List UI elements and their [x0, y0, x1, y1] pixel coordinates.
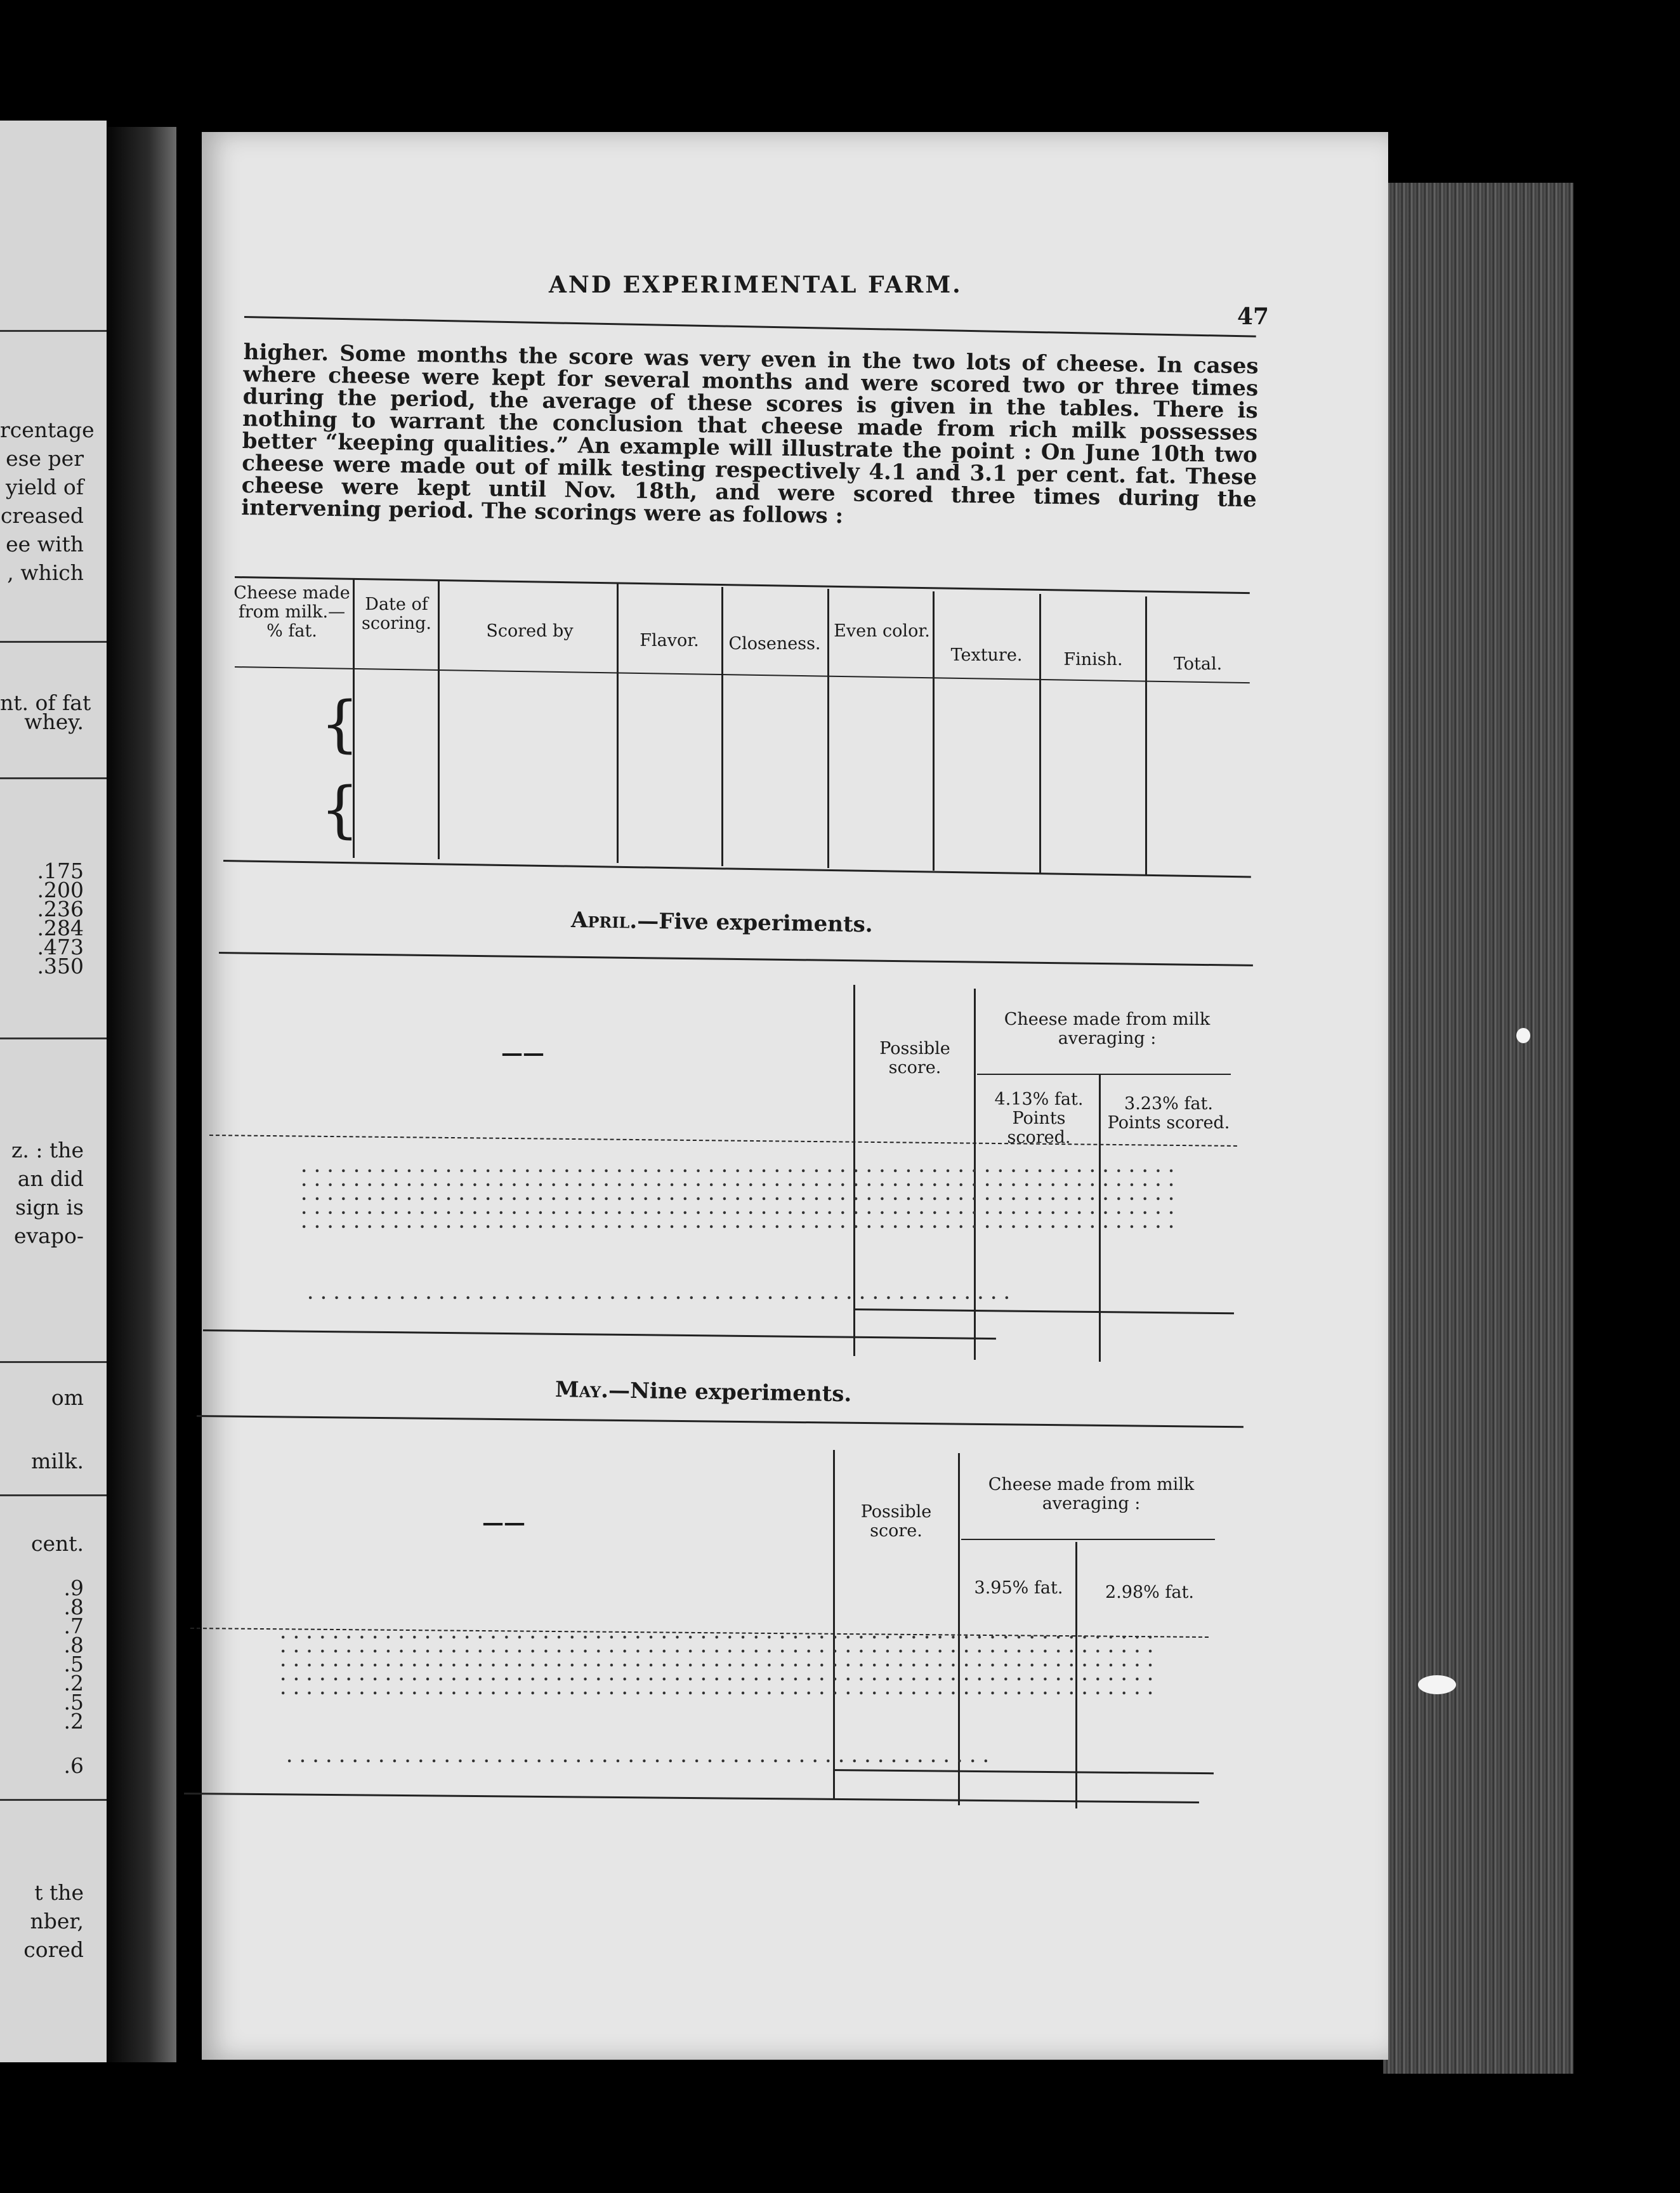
leader-dots: . . . . . . . . . . . . . . . . . . . . . . . . . . . . . . . . . . . . . . . . . . . . . . . . . . . . . . . . . . . . . . . . . . .	[301, 1185, 1176, 1204]
facing-page-line: cent.	[30, 1531, 84, 1556]
april-group-rule	[977, 1074, 1231, 1075]
facing-page-line: .350	[37, 954, 84, 978]
table1-vline	[827, 589, 829, 868]
may-title-rest: —Nine experiments.	[608, 1378, 852, 1407]
table1-vline	[1145, 596, 1147, 876]
brace: {	[320, 774, 360, 845]
facing-page-line: .284	[37, 916, 84, 940]
april-possible-header: Possible score.	[879, 1039, 950, 1077]
table1-vline	[617, 584, 619, 863]
facing-page-rule	[0, 1361, 107, 1363]
facing-page-line: .2	[63, 1709, 84, 1734]
may-stub-dash: ——	[482, 1510, 525, 1536]
facing-page-line: .236	[37, 897, 84, 921]
april-group-header: Cheese made from milk averaging :	[1004, 1010, 1211, 1048]
april-stub-dash: ——	[501, 1041, 544, 1066]
facing-page-line: ese per	[6, 446, 84, 471]
facing-page-line: .5	[63, 1652, 84, 1676]
may-col1-header: 3.95% fat.	[974, 1578, 1063, 1598]
facing-page-line: t the	[34, 1880, 84, 1905]
table1-vline	[721, 587, 723, 866]
facing-page-line: whey.	[24, 709, 84, 734]
facing-page-rule	[0, 1799, 107, 1801]
facing-page-line: ee with	[6, 532, 84, 556]
april-title-month: April.	[570, 907, 638, 934]
paper-speck	[1516, 1028, 1530, 1043]
facing-page-rule	[0, 1037, 107, 1039]
facing-page-rule	[0, 1494, 107, 1496]
running-head: AND EXPERIMENTAL FARM.	[549, 272, 962, 298]
may-possible-header: Possible score.	[860, 1502, 932, 1541]
facing-page-line: yield of	[6, 475, 84, 499]
col-header-fat: Cheese made from milk.— % fat.	[233, 583, 350, 641]
facing-page-rule	[0, 641, 107, 643]
leader-dots: . . . . . . . . . . . . . . . . . . . . . . . . . . . . . . . . . . . . . . . . . . . . . . . . . . . . . .	[308, 1284, 1011, 1303]
col-header-even-color: Even color.	[834, 621, 930, 641]
col-header-scored-by: Scored by	[486, 621, 574, 641]
leader-dots: . . . . . . . . . . . . . . . . . . . . . . . . . . . . . . . . . . . . . . . . . . . . . . . . . . . . . . . . . . . . . . . . . . .	[301, 1213, 1176, 1232]
may-group-rule	[961, 1539, 1215, 1540]
leader-dots: . . . . . . . . . . . . . . . . . . . . . . . . . . . . . . . . . . . . . . . . . . . . . . . . . . . . . . . . . . . . . . . . . . .	[280, 1624, 1155, 1642]
facing-page-line: .8	[63, 1633, 84, 1657]
facing-page-line: .9	[63, 1576, 84, 1600]
leader-dots: . . . . . . . . . . . . . . . . . . . . . . . . . . . . . . . . . . . . . . . . . . . . . . . . . . . . . . . . . . . . . . . . . . .	[301, 1171, 1176, 1190]
facing-page-line: , which	[7, 560, 84, 585]
col-header-total: Total.	[1173, 654, 1223, 674]
facing-page-line: .8	[63, 1595, 84, 1619]
table1-vline	[933, 591, 935, 871]
table1-vline	[438, 580, 440, 859]
facing-page-line: sign is	[15, 1195, 84, 1220]
facing-page-line: cored	[23, 1937, 84, 1962]
facing-page-line: an did	[17, 1166, 84, 1191]
leader-dots: . . . . . . . . . . . . . . . . . . . . . . . . . . . . . . . . . . . . . . . . . . . . . . . . . . . . . . . . . . . . . . . . . . .	[280, 1638, 1155, 1656]
col-header-flavor: Flavor.	[640, 631, 699, 650]
facing-page-line: creased	[0, 503, 84, 528]
april-col1-header: 4.13% fat. Points scored.	[994, 1090, 1084, 1147]
may-group-header: Cheese made from milk averaging :	[988, 1475, 1195, 1513]
facing-page-line: .2	[63, 1671, 84, 1696]
april-title-rest: —Five experiments.	[636, 908, 874, 938]
facing-page-line: .5	[63, 1690, 84, 1715]
page-number: 47	[1237, 303, 1270, 330]
book-gutter	[107, 127, 176, 2062]
april-title	[571, 907, 873, 937]
table1-vline	[1039, 594, 1041, 873]
paper-speck	[1418, 1675, 1456, 1694]
facing-page-line: .6	[63, 1753, 84, 1778]
leader-dots: . . . . . . . . . . . . . . . . . . . . . . . . . . . . . . . . . . . . . . . . . . . . . . . . . . . . . . . . . . . . . . . . . . .	[301, 1157, 1176, 1176]
may-title	[555, 1377, 852, 1407]
facing-page-line: .7	[63, 1614, 84, 1638]
facing-page-line: .473	[37, 935, 84, 959]
leader-dots: . . . . . . . . . . . . . . . . . . . . . . . . . . . . . . . . . . . . . . . . . . . . . . . . . . . . . . . . . . . . . . . . . . .	[280, 1652, 1155, 1670]
facing-page-line: z. : the	[11, 1138, 84, 1162]
facing-page-line: rcentage	[0, 418, 95, 442]
april-col2-header: 3.23% fat. Points scored.	[1107, 1094, 1230, 1133]
leader-dots: . . . . . . . . . . . . . . . . . . . . . . . . . . . . . . . . . . . . . . . . . . . . . . . . . . . . . . . . . . . . . . . . . . .	[280, 1666, 1155, 1684]
may-col2-header: 2.98% fat.	[1105, 1583, 1194, 1602]
facing-page-line: om	[51, 1385, 84, 1410]
may-title-month: May.	[555, 1377, 609, 1404]
col-header-texture: Texture.	[950, 645, 1023, 665]
book-page-edges	[1383, 183, 1573, 2074]
facing-page-rule	[0, 777, 107, 779]
brace: {	[320, 688, 360, 760]
facing-page-line: nber,	[30, 1909, 84, 1933]
col-header-finish: Finish.	[1063, 650, 1123, 669]
leader-dots: . . . . . . . . . . . . . . . . . . . . . . . . . . . . . . . . . . . . . . . . . . . . . . . . . . . . . .	[287, 1748, 990, 1766]
facing-page-line: milk.	[31, 1449, 84, 1473]
col-header-closeness: Closeness.	[728, 634, 821, 654]
facing-page-line: nt. of fat	[0, 690, 91, 715]
col-header-date: Date of scoring.	[361, 595, 432, 633]
facing-page-line: evapo-	[14, 1223, 84, 1248]
body-paragraph: higher. Some months the score was very even in the two lots of cheese. In cases where cheese were kept for several months and were scored two or three times during the period, the average of these scores is given in the tables. There is nothing to warrant the conclusion that cheese made from rich milk possesses better “keeping qualities.” An example will illustrate the point : On June 10th two cheese were made out of milk testing respectively 4.1 and 3.1 per cent. fat. These cheese were kept until Nov. 18th, and were scored three times during the intervening period. The scorings were as follows :	[241, 339, 1259, 529]
facing-page-line: .175	[37, 859, 84, 883]
leader-dots: . . . . . . . . . . . . . . . . . . . . . . . . . . . . . . . . . . . . . . . . . . . . . . . . . . . . . . . . . . . . . . . . . . .	[280, 1680, 1155, 1698]
leader-dots: . . . . . . . . . . . . . . . . . . . . . . . . . . . . . . . . . . . . . . . . . . . . . . . . . . . . . . . . . . . . . . . . . . .	[301, 1199, 1176, 1218]
facing-page-line: .200	[37, 878, 84, 902]
facing-page-rule	[0, 330, 107, 332]
